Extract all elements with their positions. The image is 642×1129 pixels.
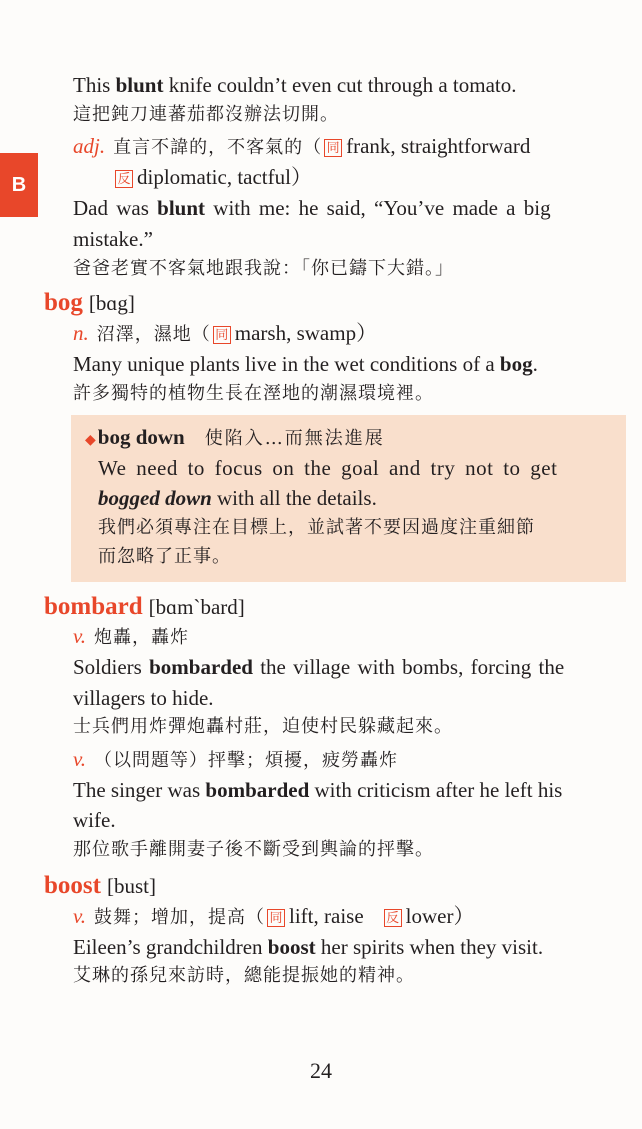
bombard-example-1-zh: 士兵們用炸彈炮轟村莊，迫使村民躲藏起來。	[73, 716, 453, 737]
blunt-example-2: Dad was blunt with me: he said, “You’ve made a big	[73, 196, 551, 220]
blunt-antonyms: 反 diplomatic, tactful）	[113, 167, 312, 188]
boost-example-zh: 艾琳的孫兒來訪時，總能提振她的精神。	[73, 965, 415, 986]
page-number: 24	[310, 1058, 332, 1083]
idiom-example-cont: bogged down with all the details.	[98, 486, 377, 510]
bombard-example-1-cont: villagers to hide.	[73, 686, 214, 710]
bullet-icon: ◆	[85, 433, 96, 448]
antonym-icon: 反	[384, 909, 402, 927]
blunt-sense-2: adj. 直言不諱的，不客氣的（ 同 frank, straightforward	[73, 134, 531, 158]
synonym-icon: 同	[324, 139, 342, 157]
bombard-example-2: The singer was bombarded with criticism after he left his	[73, 778, 563, 802]
synonym-icon: 同	[267, 909, 285, 927]
bog-example: Many unique plants live in the wet conditions of a bog.	[73, 352, 538, 376]
idiom-example: We need to focus on the goal and try not to get	[98, 456, 558, 480]
boost-example: Eileen’s grandchildren boost her spirits when they visit.	[73, 935, 544, 959]
entry-boost-headword: boost [bust]	[44, 872, 156, 899]
idiom-heading: ◆bog down 使陷入…而無法進展	[85, 425, 385, 449]
section-tab-b	[0, 153, 38, 217]
idiom-example-zh: 我們必須專注在目標上，並試著不要因過度注重細節	[98, 517, 535, 538]
synonym-icon: 同	[213, 326, 231, 344]
bombard-example-1: Soldiers bombarded the village with bombs, forcing the	[73, 655, 565, 679]
idiom-example-zh-cont: 而忽略了正事。	[98, 546, 231, 567]
blunt-example-2-zh: 爸爸老實不客氣地跟我說：「你已鑄下大錯。」	[73, 258, 454, 279]
entry-bombard-headword: bombard [bɑm`bard]	[44, 593, 245, 620]
bombard-example-2-cont: wife.	[73, 808, 116, 832]
bog-sense: n. 沼澤，濕地（ 同 marsh, swamp）	[73, 321, 378, 345]
blunt-example-2-cont: mistake.”	[73, 227, 153, 251]
bog-example-zh: 許多獨特的植物生長在溼地的潮濕環境裡。	[73, 383, 434, 404]
tab-letter: B	[11, 173, 27, 196]
bombard-example-2-zh: 那位歌手離開妻子後不斷受到輿論的抨擊。	[73, 839, 434, 860]
bombard-sense-2: v. （以問題等）抨擊；煩擾，疲勞轟炸	[73, 747, 399, 771]
blunt-example-1-zh: 這把鈍刀連蕃茄都沒辦法切開。	[73, 104, 339, 125]
idiom-box-bog-down	[71, 415, 626, 582]
blunt-example-1: This blunt knife couldn’t even cut through a tomato.	[73, 73, 517, 97]
boost-sense: v. 鼓舞；增加，提高（ 同 lift, raise 反 lower）	[73, 904, 475, 928]
entry-bog-headword: bog [bɑg]	[44, 289, 135, 316]
antonym-icon: 反	[115, 170, 133, 188]
bombard-sense-1: v. 炮轟，轟炸	[73, 624, 190, 648]
